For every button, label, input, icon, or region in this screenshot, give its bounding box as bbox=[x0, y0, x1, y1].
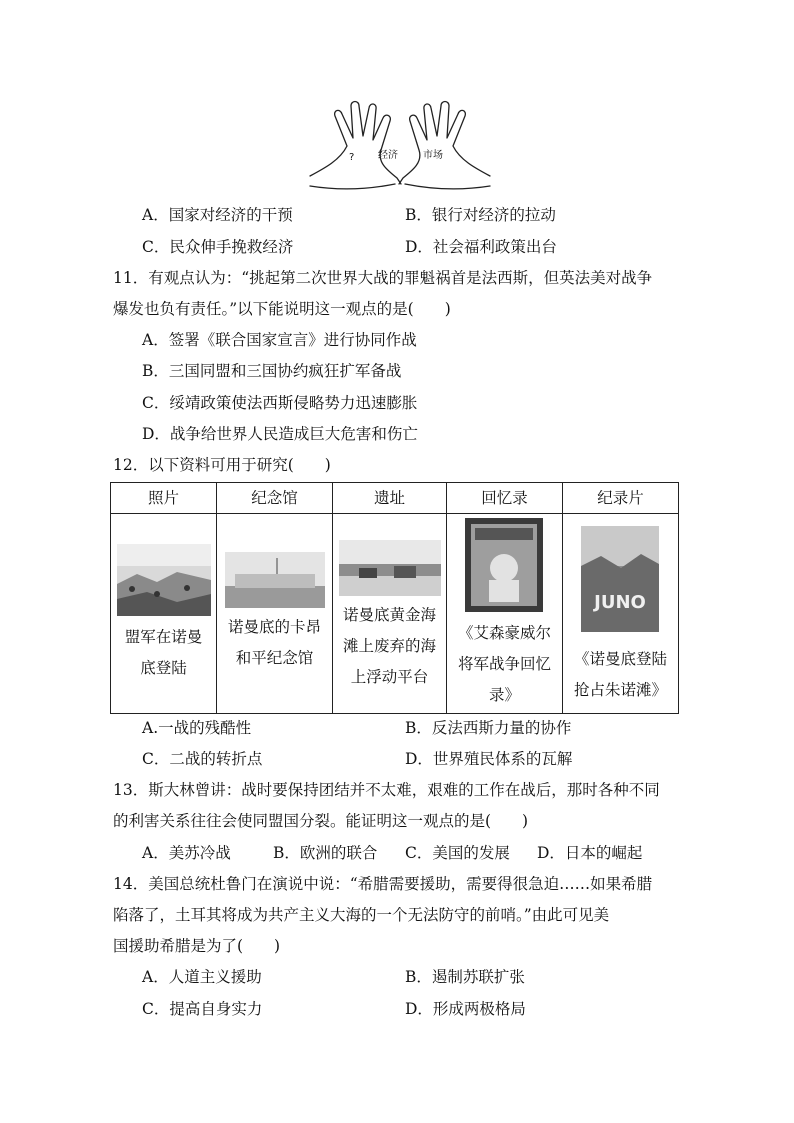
q11-stem-line2: 爆发也负有责任。”以下能说明这一观点的是( ) bbox=[113, 300, 451, 318]
cell-memorial bbox=[217, 514, 333, 714]
q14-option-c[interactable]: C．提高自身实力 bbox=[142, 1000, 263, 1018]
q11-stem-line1: 11．有观点认为：“挑起第二次世界大战的罪魁祸首是法西斯，但英法美对战争 bbox=[113, 269, 653, 287]
q14-stem-line3: 国援助希腊是为了( ) bbox=[113, 937, 281, 955]
q13-option-a[interactable]: A．美苏冷战 bbox=[142, 844, 231, 862]
q12-option-b[interactable]: B．反法西斯力量的协作 bbox=[405, 719, 572, 737]
caption-memoir-line2: 将军战争回忆 bbox=[457, 655, 551, 673]
header-documentary: 纪录片 bbox=[563, 483, 679, 514]
caption-site-line3: 上浮动平台 bbox=[350, 668, 429, 686]
figure-label-market: 市场 bbox=[423, 150, 443, 161]
q11-option-a[interactable]: A．签署《联合国家宣言》进行协同作战 bbox=[142, 331, 417, 349]
cell-site bbox=[333, 514, 447, 714]
q14-option-a[interactable]: A．人道主义援助 bbox=[142, 968, 262, 986]
q11-option-c[interactable]: C．绥靖政策使法西斯侵略势力迅速膨胀 bbox=[142, 394, 418, 412]
header-site: 遗址 bbox=[333, 483, 447, 514]
q13-stem-line2: 的利害关系往往会使同盟国分裂。能证明这一观点的是( ) bbox=[113, 812, 529, 830]
caption-memoir-line3: 录》 bbox=[488, 686, 520, 704]
q13-stem-line1: 13．斯大林曾讲：战时要保持团结并不太难，艰难的工作在战后，那时各种不同 bbox=[113, 781, 660, 799]
caption-site-line2: 滩上废弃的海 bbox=[342, 637, 436, 655]
header-photo: 照片 bbox=[111, 483, 217, 514]
site-image bbox=[339, 540, 441, 596]
header-memorial: 纪念馆 bbox=[217, 483, 333, 514]
hands-figure bbox=[305, 98, 495, 193]
q11-option-b[interactable]: B．三国同盟和三国协约疯狂扩军备战 bbox=[142, 362, 402, 380]
q12-option-c[interactable]: C．二战的转折点 bbox=[142, 750, 263, 768]
q10-option-d[interactable]: D．社会福利政策出台 bbox=[405, 238, 557, 256]
caption-documentary-line2: 抢占朱诺滩》 bbox=[573, 681, 667, 699]
q14-stem-line2: 陷落了，土耳其将成为共产主义大海的一个无法防守的前哨。”由此可见美 bbox=[113, 906, 610, 924]
q14-option-d[interactable]: D．形成两极格局 bbox=[405, 1000, 526, 1018]
caption-photo-line2: 底登陆 bbox=[140, 659, 187, 677]
documentary-title-text: JUNO bbox=[594, 592, 646, 613]
q13-option-b[interactable]: B．欧洲的联合 bbox=[273, 844, 378, 862]
q14-stem-line1: 14．美国总统杜鲁门在演说中说：“希腊需要援助，需要得很急迫……如果希腊 bbox=[113, 875, 653, 893]
header-memoir: 回忆录 bbox=[447, 483, 563, 514]
figure-question-mark: ? bbox=[349, 152, 355, 163]
q12-source-table bbox=[110, 482, 679, 714]
q12-option-a[interactable]: A.一战的残酷性 bbox=[142, 719, 252, 737]
q10-option-a[interactable]: A．国家对经济的干预 bbox=[142, 206, 293, 224]
caption-memoir-line1: 《艾森豪威尔 bbox=[457, 624, 551, 642]
caption-documentary-line1: 《诺曼底登陆 bbox=[573, 650, 667, 668]
q11-option-d[interactable]: D．战争给世界人民造成巨大危害和伤亡 bbox=[142, 425, 418, 443]
q10-option-b[interactable]: B．银行对经济的拉动 bbox=[405, 206, 556, 224]
memoir-book-image bbox=[465, 518, 543, 612]
memorial-image bbox=[225, 552, 325, 608]
documentary-cover-image bbox=[581, 526, 659, 632]
table-header-row bbox=[111, 483, 679, 514]
q10-option-c[interactable]: C．民众伸手挽救经济 bbox=[142, 238, 294, 256]
cell-photo bbox=[111, 514, 217, 714]
figure-label-economy: 经济 bbox=[378, 150, 398, 161]
q14-option-b[interactable]: B．遏制苏联扩张 bbox=[405, 968, 525, 986]
table-row bbox=[111, 514, 679, 714]
caption-site-line1: 诺曼底黄金海 bbox=[342, 606, 436, 624]
caption-photo-line1: 盟军在诺曼 bbox=[124, 628, 203, 646]
q13-option-d[interactable]: D．日本的崛起 bbox=[537, 844, 643, 862]
q12-stem: 12．以下资料可用于研究( ) bbox=[113, 456, 331, 474]
caption-memorial-line2: 和平纪念馆 bbox=[235, 649, 314, 667]
cell-memoir bbox=[447, 514, 563, 714]
q13-option-c[interactable]: C．美国的发展 bbox=[405, 844, 510, 862]
caption-memorial-line1: 诺曼底的卡昂 bbox=[227, 618, 321, 636]
landing-photo-image bbox=[117, 544, 211, 616]
cell-documentary bbox=[563, 514, 679, 714]
q12-option-d[interactable]: D．世界殖民体系的瓦解 bbox=[405, 750, 573, 768]
